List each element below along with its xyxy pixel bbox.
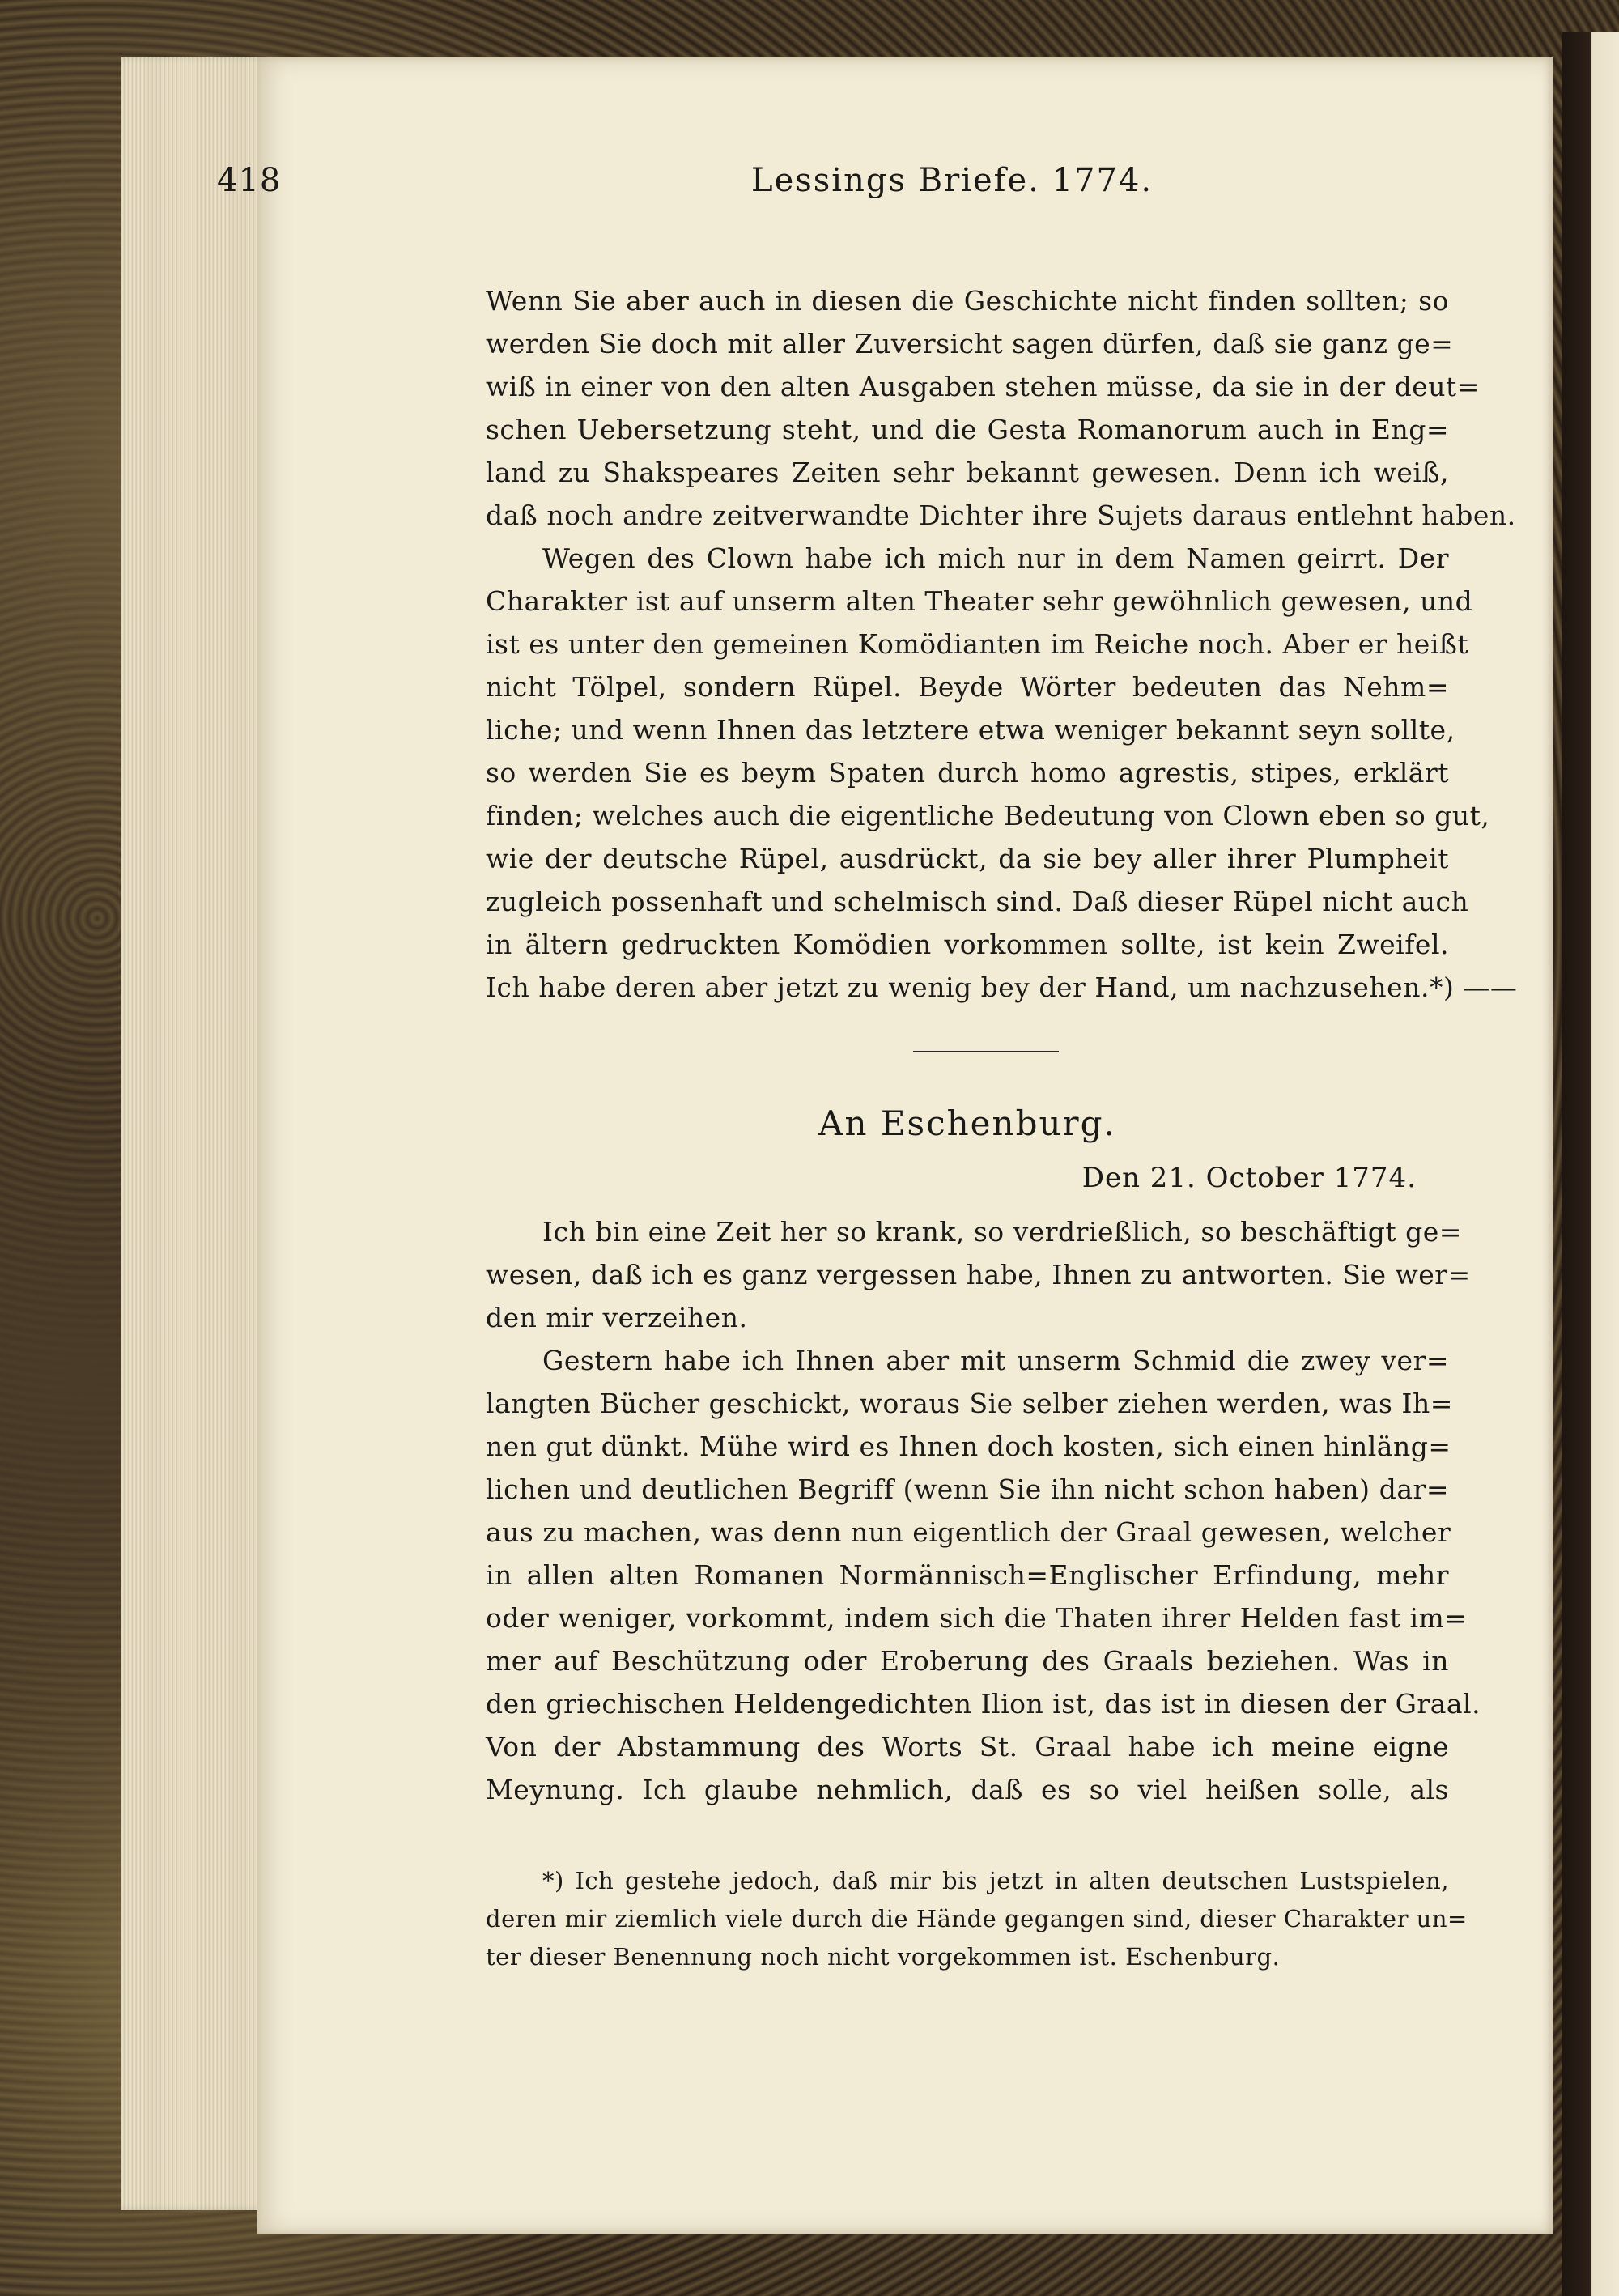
text-line: nen gut dünkt. Mühe wird es Ihnen doch kosten, sich einen hinläng= bbox=[486, 1431, 1451, 1462]
running-title: Lessings Briefe. 1774. bbox=[751, 162, 1154, 199]
text-line: so werden Sie es beym Spaten durch homo agrestis, stipes, erklärt bbox=[486, 757, 1449, 789]
page-edges bbox=[121, 57, 267, 2210]
section-divider bbox=[913, 1051, 1059, 1052]
text-line: ist es unter den gemeinen Komödianten im Reiche noch. Aber er heißt bbox=[486, 628, 1469, 660]
footnote-line: *) Ich gestehe jedoch, daß mir bis jetzt in alten deutschen Lustspielen, bbox=[542, 1867, 1449, 1894]
text-line: wiß in einer von den alten Ausgaben stehen müsse, da sie in der deut= bbox=[486, 371, 1480, 402]
text-line: land zu Shakspeares Zeiten sehr bekannt gewesen. Denn ich weiß, bbox=[486, 457, 1449, 488]
text-line: in ältern gedruckten Komödien vorkommen sollte, ist kein Zweifel. bbox=[486, 929, 1449, 960]
page-number: 418 bbox=[217, 162, 282, 199]
text-line: Ich bin eine Zeit her so krank, so verdrießlich, so beschäftigt ge= bbox=[542, 1216, 1462, 1248]
text-line: Von der Abstammung des Worts St. Graal habe ich meine eigne bbox=[486, 1731, 1449, 1762]
footnote-line: deren mir ziemlich viele durch die Hände gegangen sind, dieser Charakter un= bbox=[486, 1905, 1468, 1932]
text-line: aus zu machen, was denn nun eigentlich der Graal gewesen, welcher bbox=[486, 1516, 1451, 1548]
letter-date: Den 21. October 1774. bbox=[1081, 1162, 1417, 1194]
text-line: lichen und deutlichen Begriff (wenn Sie ihn nicht schon haben) dar= bbox=[486, 1473, 1449, 1505]
text-line: mer auf Beschützung oder Eroberung des Graals beziehen. Was in bbox=[486, 1645, 1449, 1677]
text-line: wie der deutsche Rüpel, ausdrückt, da sie bey aller ihrer Plumpheit bbox=[486, 843, 1449, 874]
text-line: oder weniger, vorkommt, indem sich die Thaten ihrer Helden fast im= bbox=[486, 1602, 1468, 1634]
text-line: den griechischen Heldengedichten Ilion ist, das ist in diesen der Graal. bbox=[486, 1688, 1481, 1720]
text-line: wesen, daß ich es ganz vergessen habe, Ihnen zu antworten. Sie wer= bbox=[486, 1259, 1471, 1290]
text-line: daß noch andre zeitverwandte Dichter ihre Sujets daraus entlehnt haben. bbox=[486, 500, 1516, 531]
text-line: Wenn Sie aber auch in diesen die Geschichte nicht finden sollten; so bbox=[486, 285, 1449, 317]
text-line: schen Uebersetzung steht, und die Gesta Romanorum auch in Eng= bbox=[486, 414, 1449, 445]
text-line: den mir verzeihen. bbox=[486, 1302, 748, 1333]
text-line: Ich habe deren aber jetzt zu wenig bey der Hand, um nachzusehen.*) —— bbox=[486, 972, 1518, 1003]
text-line: langten Bücher geschickt, woraus Sie selber ziehen werden, was Ih= bbox=[486, 1388, 1453, 1419]
text-line: zugleich possenhaft und schelmisch sind. Daß dieser Rüpel nicht auch bbox=[486, 886, 1469, 917]
footnote-line: ter dieser Benennung noch nicht vorgekommen ist. Eschenburg. bbox=[486, 1943, 1281, 1971]
text-line: finden; welches auch die eigentliche Bedeutung von Clown eben so gut, bbox=[486, 800, 1490, 831]
letter-continuation bbox=[486, 279, 1518, 1009]
text-line: Wegen des Clown habe ich mich nur in dem Namen geirrt. Der bbox=[542, 542, 1449, 574]
text-line: nicht Tölpel, sondern Rüpel. Beyde Wörter bedeuten das Nehm= bbox=[486, 671, 1449, 703]
text-line: Charakter ist auf unserm alten Theater sehr gewöhnlich gewesen, und bbox=[486, 585, 1473, 617]
text-line: in allen alten Romanen Normännisch=Englischer Erfindung, mehr bbox=[486, 1559, 1449, 1591]
text-line: werden Sie doch mit aller Zuversicht sagen dürfen, daß sie ganz ge= bbox=[486, 328, 1454, 359]
text-line: liche; und wenn Ihnen das letztere etwa weniger bekannt seyn sollte, bbox=[486, 714, 1455, 746]
letter-body bbox=[486, 1210, 1481, 1811]
footnote bbox=[486, 1862, 1468, 1976]
book-right-edge bbox=[1562, 32, 1619, 2296]
letter-heading: An Eschenburg. bbox=[818, 1103, 1116, 1143]
text-line: Meynung. Ich glaube nehmlich, daß es so viel heißen solle, als bbox=[486, 1774, 1449, 1805]
text-line: Gestern habe ich Ihnen aber mit unserm Schmid die zwey ver= bbox=[542, 1345, 1449, 1376]
